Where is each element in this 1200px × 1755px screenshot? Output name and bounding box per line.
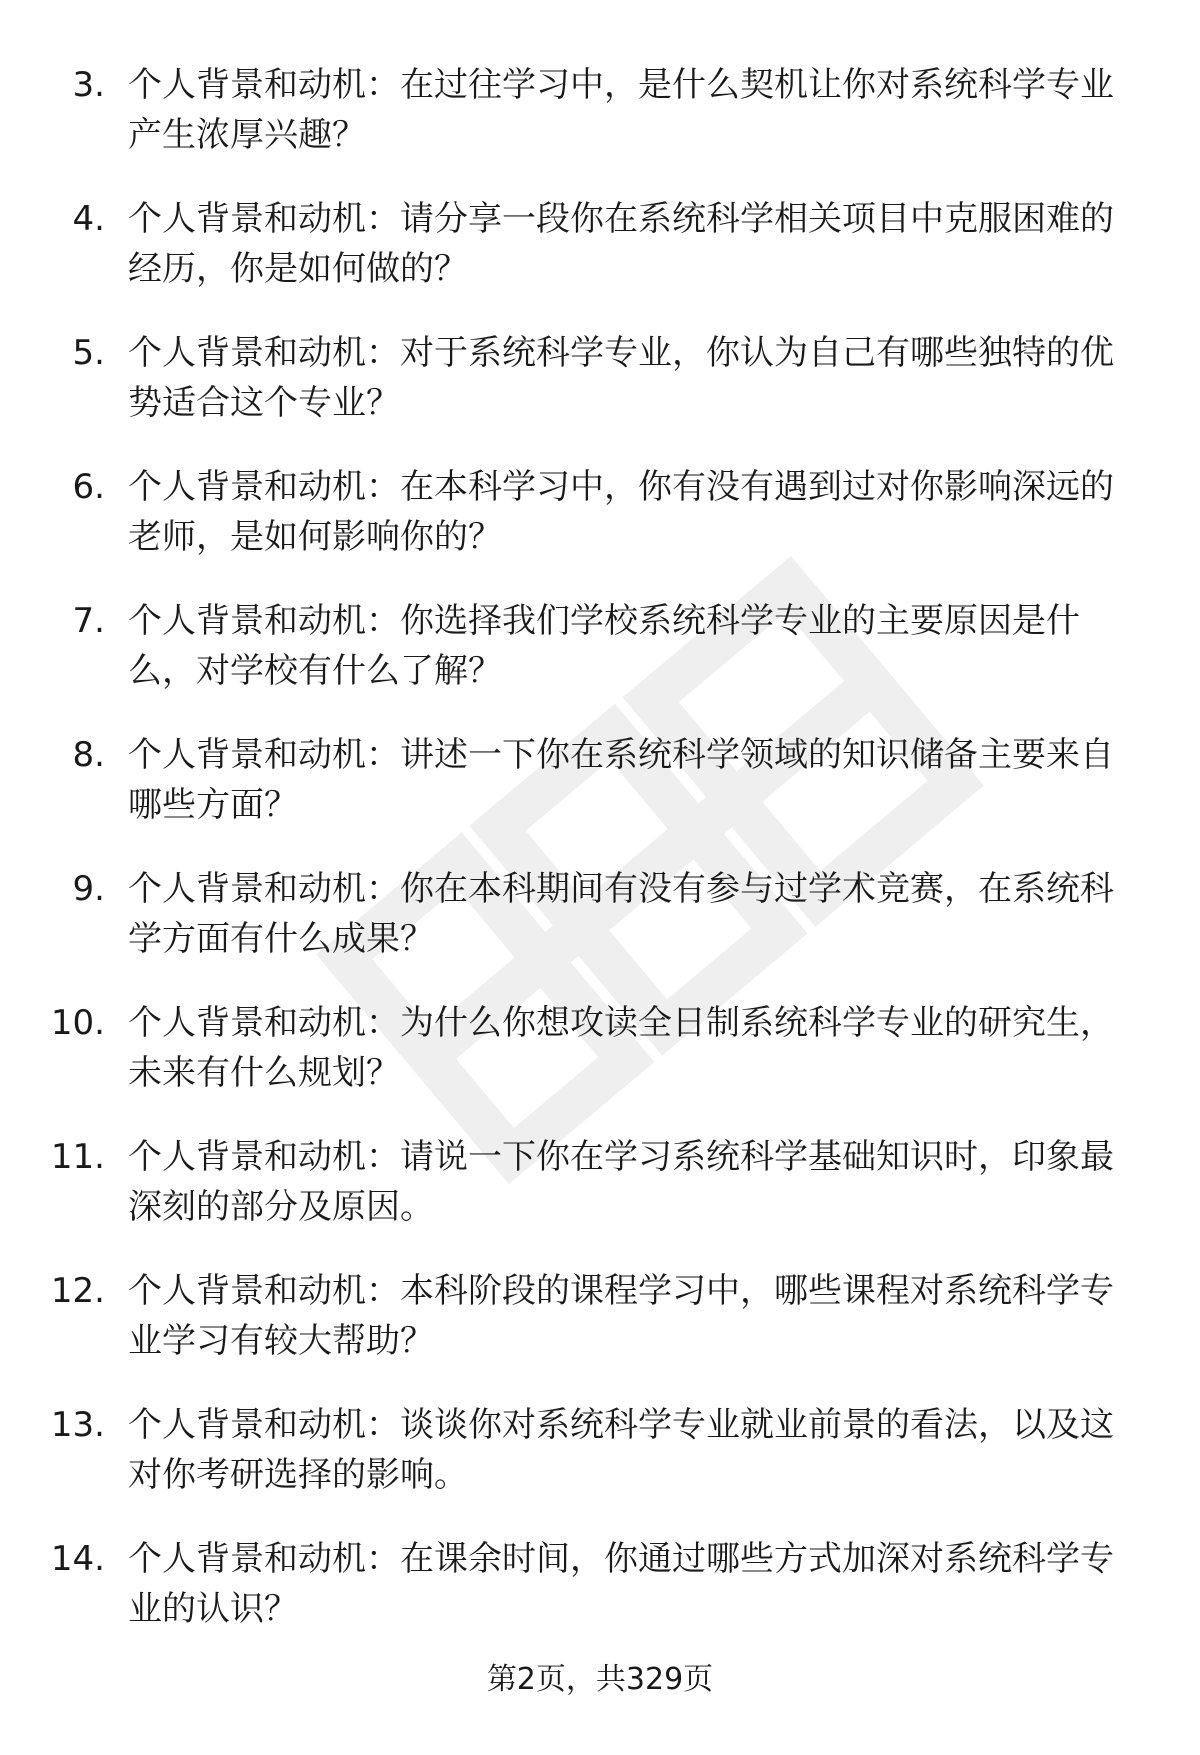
page-footer: 第2页，共329页: [486, 1662, 714, 1697]
question-number: 7.: [72, 601, 105, 641]
list-item: [0, 992, 1200, 1126]
list-item: [0, 1528, 1200, 1662]
list-item: [0, 322, 1200, 456]
question-text: 个人背景和动机：在本科学习中，你有没有遇到过对你影响深远的老师，是如何影响你的？: [128, 467, 1114, 557]
question-number: 3.: [72, 65, 105, 105]
question-text: 个人背景和动机：在过往学习中，是什么契机让你对系统科学专业产生浓厚兴趣？: [128, 65, 1114, 155]
question-number: 9.: [72, 869, 105, 909]
question-number: 6.: [72, 467, 105, 507]
question-number: 5.: [72, 333, 105, 373]
question-number: 11.: [50, 1137, 105, 1177]
list-item: [0, 1394, 1200, 1528]
question-text: 个人背景和动机：请分享一段你在系统科学相关项目中克服困难的经历，你是如何做的？: [128, 199, 1114, 289]
list-item: [0, 1126, 1200, 1260]
question-number: 12.: [50, 1271, 105, 1311]
question-number: 4.: [72, 199, 105, 239]
list-item: [0, 188, 1200, 322]
question-list: [0, 54, 1200, 1662]
list-item: [0, 1260, 1200, 1394]
question-text: 个人背景和动机：本科阶段的课程学习中，哪些课程对系统科学专业学习有较大帮助？: [128, 1271, 1114, 1361]
list-item: [0, 456, 1200, 590]
question-number: 10.: [50, 1003, 105, 1043]
list-item: [0, 590, 1200, 724]
question-text: 个人背景和动机：你选择我们学校系统科学专业的主要原因是什么，对学校有什么了解？: [128, 601, 1080, 691]
list-item: [0, 54, 1200, 188]
question-text: 个人背景和动机：讲述一下你在系统科学领域的知识储备主要来自哪些方面？: [128, 735, 1114, 825]
question-number: 8.: [72, 735, 105, 775]
question-number: 13.: [50, 1405, 105, 1445]
question-text: 个人背景和动机：请说一下你在学习系统科学基础知识时，印象最深刻的部分及原因。: [128, 1137, 1114, 1227]
question-number: 14.: [50, 1539, 105, 1579]
list-item: [0, 858, 1200, 992]
question-text: 个人背景和动机：你在本科期间有没有参与过学术竞赛，在系统科学方面有什么成果？: [128, 869, 1114, 959]
question-text: 个人背景和动机：为什么你想攻读全日制系统科学专业的研究生，未来有什么规划？: [128, 1003, 1114, 1093]
question-text: 个人背景和动机：在课余时间，你通过哪些方式加深对系统科学专业的认识？: [128, 1539, 1114, 1629]
question-text: 个人背景和动机：谈谈你对系统科学专业就业前景的看法，以及这对你考研选择的影响。: [128, 1405, 1114, 1495]
list-item: [0, 724, 1200, 858]
question-text: 个人背景和动机：对于系统科学专业，你认为自己有哪些独特的优势适合这个专业？: [128, 333, 1114, 423]
